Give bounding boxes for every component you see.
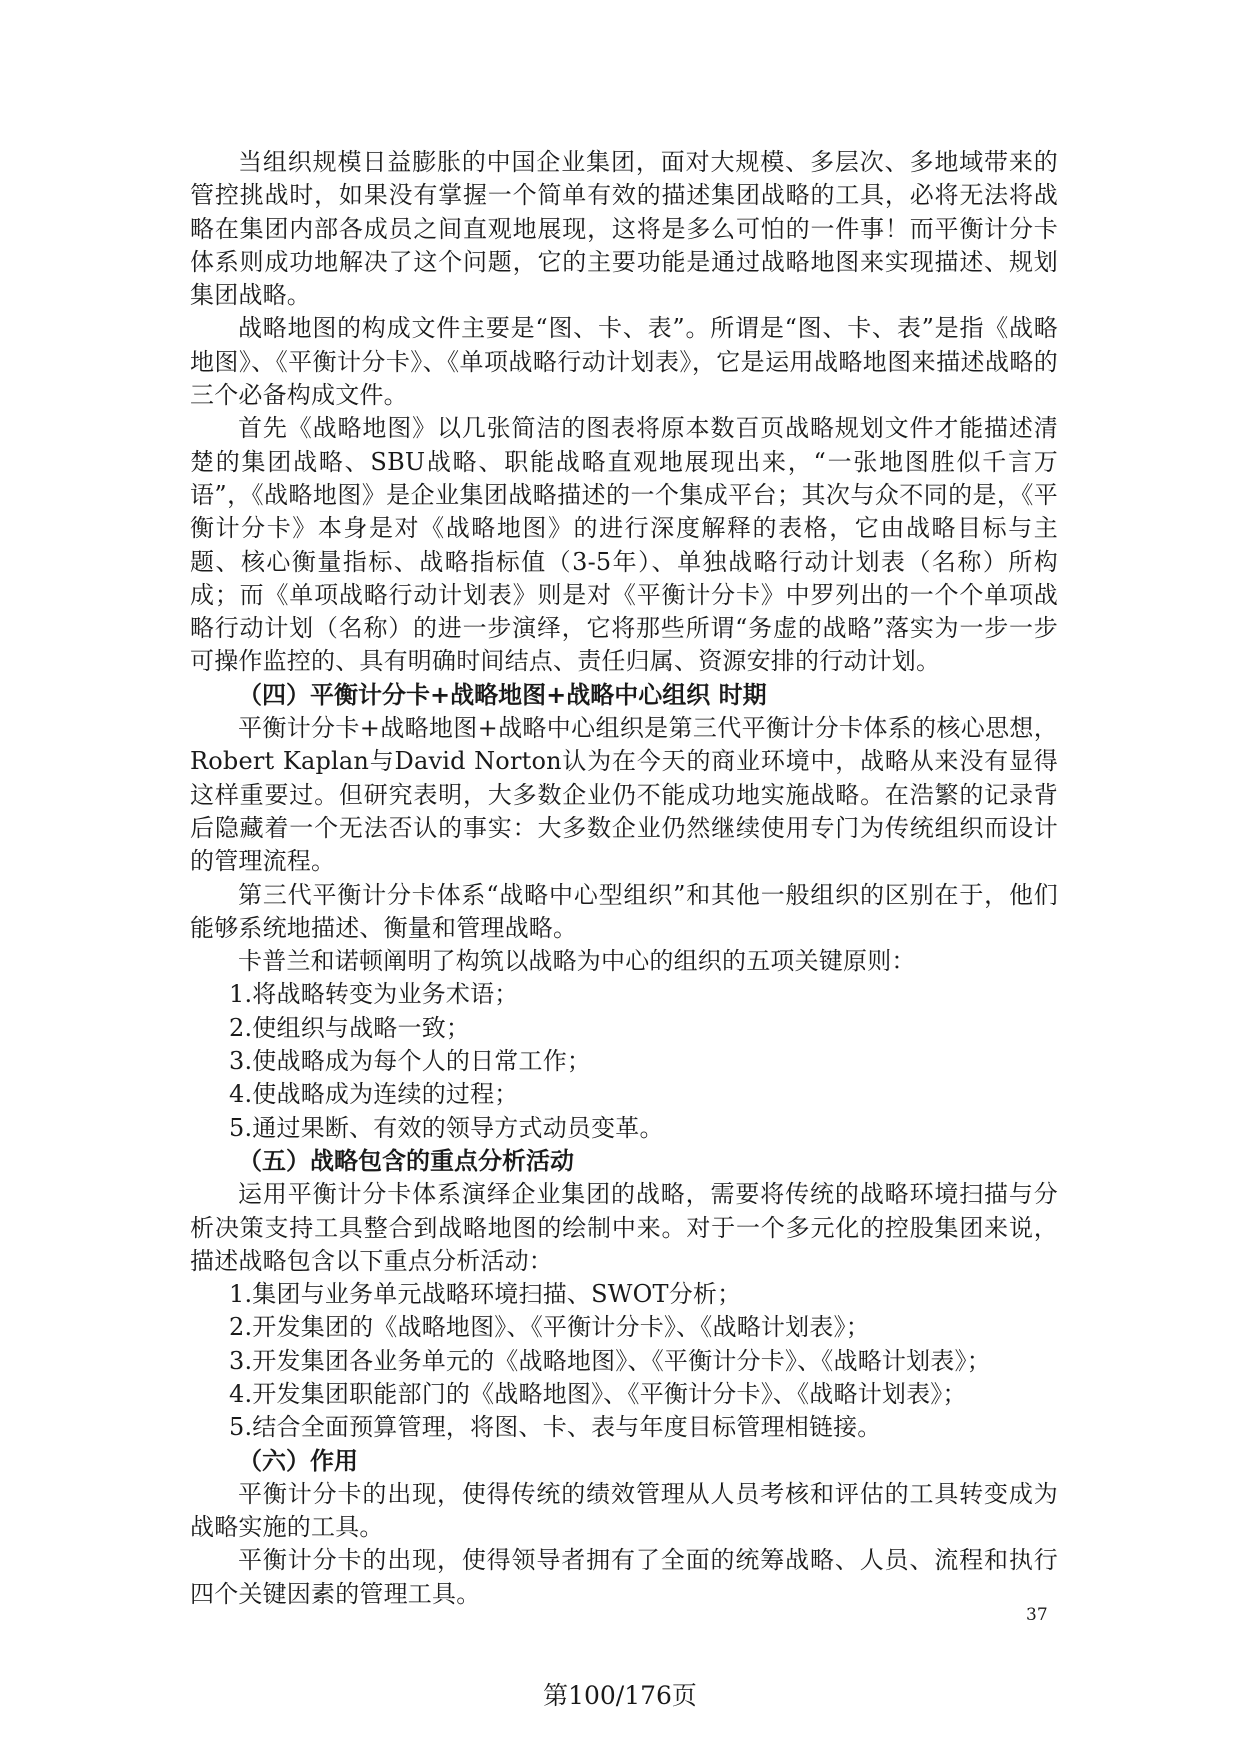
list-item: 4.使战略成为连续的过程； [229, 1080, 519, 1109]
list-item: 1.集团与业务单元战略环境扫描、SWOT分析； [229, 1280, 742, 1309]
section-heading-6: （六）作用 [238, 1446, 358, 1475]
list-item: 2.使组织与战略一致； [229, 1013, 471, 1042]
list-item: 5.通过果断、有效的领导方式动员变革。 [229, 1113, 664, 1142]
paragraph: 首先《战略地图》以几张简洁的图表将原本数百页战略规划文件才能描述清楚的集团战略、SBU战略、职能战略直观地展现出来，“一张地图胜似千言万语”，《战略地图》是企业集团战略描述的一个集成平台；其次与众不同的是，《平衡计分卡》本身是对《战略地图》的进行深度解释的表格，它由战略目标与主题、核心衡量指标、战略指标值（3-5年）、单独战略行动计划表（名称）所构成；而《单项战略行动计划表》则是对《平衡计分卡》中罗列出的一个个单项战略行动计划（名称）的进一步演绎，它将那些所谓“务虚的战略”落实为一步一步可操作监控的、具有明确时间结点、责任归属、资源安排的行动计划。 [190, 414, 1058, 676]
section-heading-5: （五）战略包含的重点分析活动 [238, 1146, 574, 1175]
paragraph: 卡普兰和诺顿阐明了构筑以战略为中心的组织的五项关键原则： [238, 947, 916, 976]
list-item: 2.开发集团的《战略地图》、《平衡计分卡》、《战略计划表》； [229, 1313, 870, 1342]
paragraph: 第三代平衡计分卡体系“战略中心型组织”和其他一般组织的区别在于，他们能够系统地描述、衡量和管理战略。 [190, 880, 1058, 942]
section-heading-4: （四）平衡计分卡+战略地图+战略中心组织 时期 [238, 680, 767, 709]
list-item: 4.开发集团职能部门的《战略地图》、《平衡计分卡》、《战略计划表》； [229, 1379, 967, 1408]
page-number: 37 [1026, 1605, 1048, 1625]
paragraph: 战略地图的构成文件主要是“图、卡、表”。所谓是“图、卡、表”是指《战略地图》、《平衡计分卡》、《单项战略行动计划表》，它是运用战略地图来描述战略的三个必备构成文件。 [190, 314, 1058, 410]
list-item: 3.使战略成为每个人的日常工作； [229, 1047, 592, 1076]
paragraph: 平衡计分卡的出现，使得传统的绩效管理从人员考核和评估的工具转变成为战略实施的工具。 [190, 1479, 1058, 1542]
list-item: 1.将战略转变为业务术语； [229, 980, 519, 1009]
paragraph: 运用平衡计分卡体系演绎企业集团的战略，需要将传统的战略环境扫描与分析决策支持工具整合到战略地图的绘制中来。对于一个多元化的控股集团来说，描述战略包含以下重点分析活动： [190, 1180, 1058, 1275]
paragraph: 当组织规模日益膨胀的中国企业集团，面对大规模、多层次、多地域带来的管控挑战时，如果没有掌握一个简单有效的描述集团战略的工具，必将无法将战略在集团内部各成员之间直观地展现，这将是多么可怕的一件事！而平衡计分卡体系则成功地解决了这个问题，它的主要功能是通过战略地图来实现描述、规划集团战略。 [190, 148, 1058, 310]
list-item: 3.开发集团各业务单元的《战略地图》、《平衡计分卡》、《战略计划表》； [229, 1346, 991, 1375]
paragraph: 平衡计分卡+战略地图+战略中心组织是第三代平衡计分卡体系的核心思想，Robert Kaplan与David Norton认为在今天的商业环境中，战略从来没有显得这样重要过。但研究表明，大多数企业仍不能成功地实施战略。在浩繁的记录背后隐藏着一个无法否认的事实：大多数企业仍然继续使用专门为传统组织而设计的管理流程。 [190, 714, 1058, 876]
paragraph: 平衡计分卡的出现，使得领导者拥有了全面的统筹战略、人员、流程和执行四个关键因素的管理工具。 [190, 1546, 1058, 1608]
document-body [190, 146, 1058, 1611]
page-footer: 第100/176页 [543, 1681, 697, 1710]
list-item: 5.结合全面预算管理，将图、卡、表与年度目标管理相链接。 [229, 1413, 882, 1442]
